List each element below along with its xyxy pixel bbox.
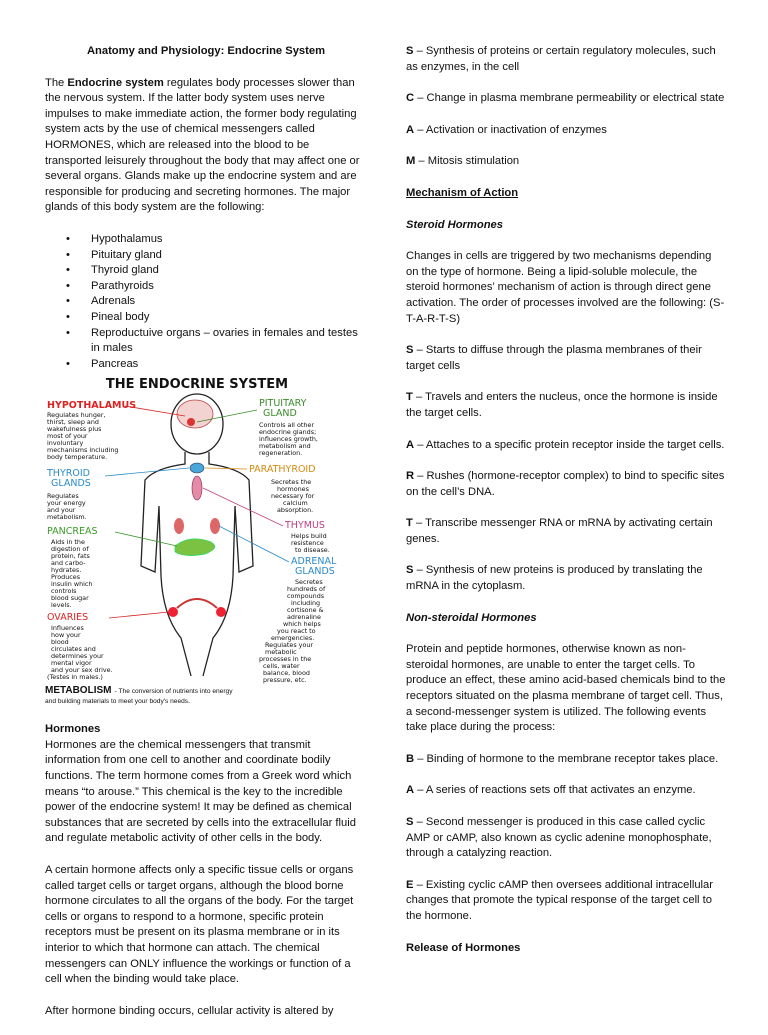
ovary-right-icon bbox=[216, 607, 226, 617]
nonsteroid-entry: B – Binding of hormone to the membrane receptor takes place. bbox=[406, 752, 719, 765]
pointer-line bbox=[115, 532, 177, 546]
label-hypothalamus: HYPOTHALAMUS bbox=[47, 400, 137, 412]
svg-text:insulin which: insulin which bbox=[51, 580, 93, 589]
endocrine-diagram bbox=[45, 376, 350, 684]
list-item: • Reproductuive organs – ovaries in females and testes in males bbox=[91, 326, 367, 357]
mechanism-heading: Mechanism of Action bbox=[406, 186, 519, 199]
steroid-entry: R – Rushes (hormone-receptor complex) to bind to specific sites on the cell’s DNA. bbox=[406, 470, 725, 498]
svg-text:and your: and your bbox=[47, 506, 76, 515]
steroid-entry: S – Starts to diffuse through the plasma membranes of their target cells bbox=[406, 344, 702, 372]
svg-text:mental vigor: mental vigor bbox=[51, 659, 92, 668]
list-item: • Thyroid gland bbox=[91, 263, 367, 279]
svg-text:influences growth,: influences growth, bbox=[259, 435, 318, 444]
svg-text:blood: blood bbox=[51, 638, 69, 647]
svg-text:mechanisms including: mechanisms including bbox=[47, 446, 119, 455]
ovaries-desc bbox=[47, 624, 113, 681]
endocrine-system-figure bbox=[45, 376, 350, 684]
ovary-left-icon bbox=[168, 607, 178, 617]
thymus-icon bbox=[192, 476, 202, 500]
svg-text:which helps: which helps bbox=[283, 620, 321, 629]
svg-text:Secretes: Secretes bbox=[295, 578, 323, 587]
nonsteroid-intro: Protein and peptide hormones, otherwise known as non-steroidal hormones, are unable to enter the target cells. To produce an effect, these amino acid-based chemicals bind to the receptors situated on the plasma membrane of target cell. Thus, a second-messenger system is utilized. The following events take place during the process: bbox=[406, 643, 726, 734]
pointer-line bbox=[205, 468, 247, 469]
intro-paragraph bbox=[45, 76, 367, 216]
left-column bbox=[45, 44, 367, 1035]
nonsteroid-entry: E – Existing cyclic cAMP then oversees additional intracellular changes that promote the typical response of the target cell to the hormone. bbox=[406, 878, 713, 922]
page-title: Anatomy and Physiology: Endocrine System bbox=[86, 45, 326, 57]
label-thyroid: THYROID bbox=[47, 468, 90, 480]
svg-text:involuntary: involuntary bbox=[47, 439, 84, 448]
svg-text:and carbo-: and carbo- bbox=[51, 559, 86, 568]
pancreas-icon bbox=[175, 539, 215, 556]
label-thyroid-2: GLANDS bbox=[51, 478, 91, 490]
pancreas-desc bbox=[51, 538, 92, 609]
svg-text:Secretes the: Secretes the bbox=[271, 478, 312, 487]
brain-icon bbox=[177, 400, 213, 428]
list-item: • Pineal body bbox=[91, 310, 367, 326]
svg-text:Regulates your: Regulates your bbox=[265, 641, 314, 650]
steroid-entry: A – Attaches to a specific protein receptor inside the target cells. bbox=[406, 438, 725, 451]
starts-entry: S – Synthesis of proteins or certain regulatory molecules, such as enzymes, in the cell bbox=[406, 45, 716, 73]
pointer-line bbox=[109, 612, 169, 618]
adrenal-left-icon bbox=[174, 518, 184, 534]
list-item: • Hypothalamus bbox=[91, 232, 367, 248]
hypothalamus-desc bbox=[47, 411, 118, 461]
steroid-entry: S – Synthesis of new proteins is produced by translating the mRNA in the cytoplasm. bbox=[406, 564, 703, 593]
metabolism-term: METABOLISM bbox=[45, 685, 112, 697]
label-pancreas: PANCREAS bbox=[47, 526, 98, 538]
label-parathyroid: PARATHYROID bbox=[249, 464, 316, 476]
svg-text:circulates and: circulates and bbox=[51, 645, 96, 654]
intro-pre: The bbox=[45, 76, 68, 89]
right-column bbox=[406, 44, 726, 956]
uterus-icon bbox=[177, 599, 217, 608]
steroid-entry: T – Travels and enters the nucleus, once the hormone is inside the target cells. bbox=[406, 391, 718, 419]
svg-text:hydrates.: hydrates. bbox=[51, 566, 82, 575]
label-adrenal: ADRENAL bbox=[291, 556, 337, 568]
list-item: • Pituitary gland bbox=[91, 248, 367, 264]
metabolism-caption bbox=[45, 686, 367, 706]
svg-text:metabolic: metabolic bbox=[265, 648, 297, 657]
glands-list bbox=[45, 232, 367, 372]
svg-text:Produces: Produces bbox=[51, 573, 81, 582]
svg-text:Regulates hunger,: Regulates hunger, bbox=[47, 411, 106, 420]
svg-text:endocrine glands;: endocrine glands; bbox=[259, 428, 317, 437]
svg-text:(Testes in males.): (Testes in males.) bbox=[47, 673, 103, 682]
svg-text:Influences: Influences bbox=[51, 624, 84, 633]
nonsteroid-entry: S – Second messenger is produced in this case called cyclic AMP or cAMP, also known as cyclic adenine monophosphate, through a catalyzing reaction. bbox=[406, 816, 712, 860]
svg-text:emergencies.: emergencies. bbox=[271, 634, 315, 643]
svg-text:protein, fats: protein, fats bbox=[51, 552, 90, 561]
adrenal-desc bbox=[259, 578, 326, 684]
list-item: • Parathyroids bbox=[91, 279, 367, 295]
list-item: • Adrenals bbox=[91, 294, 367, 310]
nonsteroid-entry: A – A series of reactions sets off that activates an enzyme. bbox=[406, 784, 696, 797]
svg-text:thirst, sleep and: thirst, sleep and bbox=[47, 418, 99, 427]
svg-text:levels.: levels. bbox=[51, 601, 72, 610]
pituitary-icon bbox=[187, 418, 195, 426]
hormones-paragraph-2: A certain hormone affects only a specific tissue cells or organs called target cells or target organs, although the blood borne hormone circulates to all the organs of the body. For the target cells or organs to respond to a hormone, specific protein receptors must be present on its plasma membrane or in its interior to which that hormone can attach. The chemical messengers can ONLY influence the workings or function of a cell when the binding would take place. bbox=[45, 864, 354, 986]
hormones-paragraph-3: After hormone binding occurs, cellular activity is altered by bbox=[45, 1004, 334, 1017]
pointer-line bbox=[105, 468, 189, 476]
starts-entry: M – Mitosis stimulation bbox=[406, 155, 520, 168]
svg-text:calcium: calcium bbox=[283, 499, 308, 508]
label-adrenal-2: GLANDS bbox=[295, 566, 335, 578]
svg-text:how your: how your bbox=[51, 631, 81, 640]
svg-text:balance, blood: balance, blood bbox=[263, 669, 310, 678]
svg-text:you react to: you react to bbox=[277, 627, 316, 636]
thyroid-desc bbox=[47, 492, 87, 521]
svg-text:including: including bbox=[291, 599, 321, 608]
pituitary-desc bbox=[259, 421, 318, 457]
svg-text:adrenaline: adrenaline bbox=[287, 613, 321, 622]
svg-text:blood sugar: blood sugar bbox=[51, 594, 89, 603]
thyroid-icon bbox=[190, 463, 204, 473]
svg-text:metabolism.: metabolism. bbox=[47, 513, 87, 522]
metabolism-desc-2: and building materials to meet your body's needs. bbox=[45, 698, 190, 706]
svg-text:resistence: resistence bbox=[291, 539, 324, 548]
svg-text:to disease.: to disease. bbox=[295, 546, 330, 555]
svg-text:Regulates: Regulates bbox=[47, 492, 79, 501]
hormones-heading: Hormones bbox=[45, 723, 101, 736]
svg-text:pressure, etc.: pressure, etc. bbox=[263, 676, 307, 685]
parathyroid-desc bbox=[271, 478, 315, 514]
svg-text:digestion of: digestion of bbox=[51, 545, 89, 554]
svg-text:cortisone &: cortisone & bbox=[287, 606, 324, 615]
svg-text:processes in the: processes in the bbox=[259, 655, 312, 664]
nonsteroid-heading: Non-steroidal Hormones bbox=[406, 611, 537, 624]
adrenal-right-icon bbox=[210, 518, 220, 534]
label-pituitary: PITUITARY bbox=[259, 398, 307, 410]
svg-text:absorption.: absorption. bbox=[277, 506, 314, 515]
steroid-intro: Changes in cells are triggered by two mechanisms depending on the type of hormone. Being a lipid-soluble molecule, the steroid hormones’ mechanism of action is through direct gene activation. The order of processes involved are the following: (S-T-A-R-T-S) bbox=[406, 250, 725, 325]
svg-text:wakefulness plus: wakefulness plus bbox=[47, 425, 102, 434]
svg-text:and your sex drive.: and your sex drive. bbox=[51, 666, 113, 675]
label-thymus: THYMUS bbox=[285, 520, 325, 532]
svg-text:Helps build: Helps build bbox=[291, 532, 327, 541]
svg-text:your energy: your energy bbox=[47, 499, 86, 508]
svg-text:Controls all other: Controls all other bbox=[259, 421, 314, 430]
svg-text:compounds: compounds bbox=[287, 592, 325, 601]
svg-text:regeneration.: regeneration. bbox=[259, 449, 303, 458]
svg-text:hormones: hormones bbox=[277, 485, 309, 494]
label-ovaries: OVARIES bbox=[47, 612, 89, 624]
starts-entry: C – Change in plasma membrane permeability or electrical state bbox=[406, 92, 725, 105]
release-heading: Release of Hormones bbox=[406, 941, 521, 954]
list-item: • Pancreas bbox=[91, 357, 367, 373]
svg-text:controls: controls bbox=[51, 587, 77, 596]
thymus-desc bbox=[291, 532, 330, 554]
hormones-paragraph-1: Hormones are the chemical messengers that transmit information from one cell to another and coordinate bodily functions. The term hormone comes from a Greek word which means “to arouse.” This chemical is the key to the incredible power of the endocrine system! It may be defined as chemical substances that are secreted by cells into the extracellular fluid and regulate metabolic activity of other cells in the body. bbox=[45, 738, 356, 845]
figure-title: THE ENDOCRINE SYSTEM bbox=[105, 377, 289, 393]
svg-text:cells, water: cells, water bbox=[263, 662, 300, 671]
svg-text:body temperature.: body temperature. bbox=[47, 453, 108, 462]
steroid-entry: T – Transcribe messenger RNA or mRNA by activating certain genes. bbox=[406, 517, 713, 545]
pointer-line bbox=[125, 406, 185, 416]
svg-text:determines your: determines your bbox=[51, 652, 104, 661]
svg-text:hundreds of: hundreds of bbox=[287, 585, 326, 594]
svg-text:most of your: most of your bbox=[47, 432, 88, 441]
intro-bold-term: Endocrine system bbox=[67, 76, 164, 89]
svg-text:necessary for: necessary for bbox=[271, 492, 315, 501]
metabolism-desc-1: - The conversion of nutrients into energy bbox=[114, 688, 233, 696]
label-pituitary-2: GLAND bbox=[263, 408, 297, 420]
svg-text:metabolism and: metabolism and bbox=[259, 442, 311, 451]
starts-entry: A – Activation or inactivation of enzymes bbox=[406, 123, 607, 136]
pointer-line bbox=[219, 526, 289, 562]
svg-text:Aids in the: Aids in the bbox=[51, 538, 85, 547]
steroid-heading: Steroid Hormones bbox=[406, 218, 503, 231]
intro-rest: regulates body processes slower than the nervous system. If the latter body system uses nerve impulses to make immediate action, the former body regulating system acts by the use of chemical messengers called HORMONES, which are released into the blood to be transported leisurely throughout the body that may affect one or several organs. Glands make up the endocrine system and are responsible for producing and secreting hormones. The major glands of this body system are the following: bbox=[45, 76, 360, 214]
